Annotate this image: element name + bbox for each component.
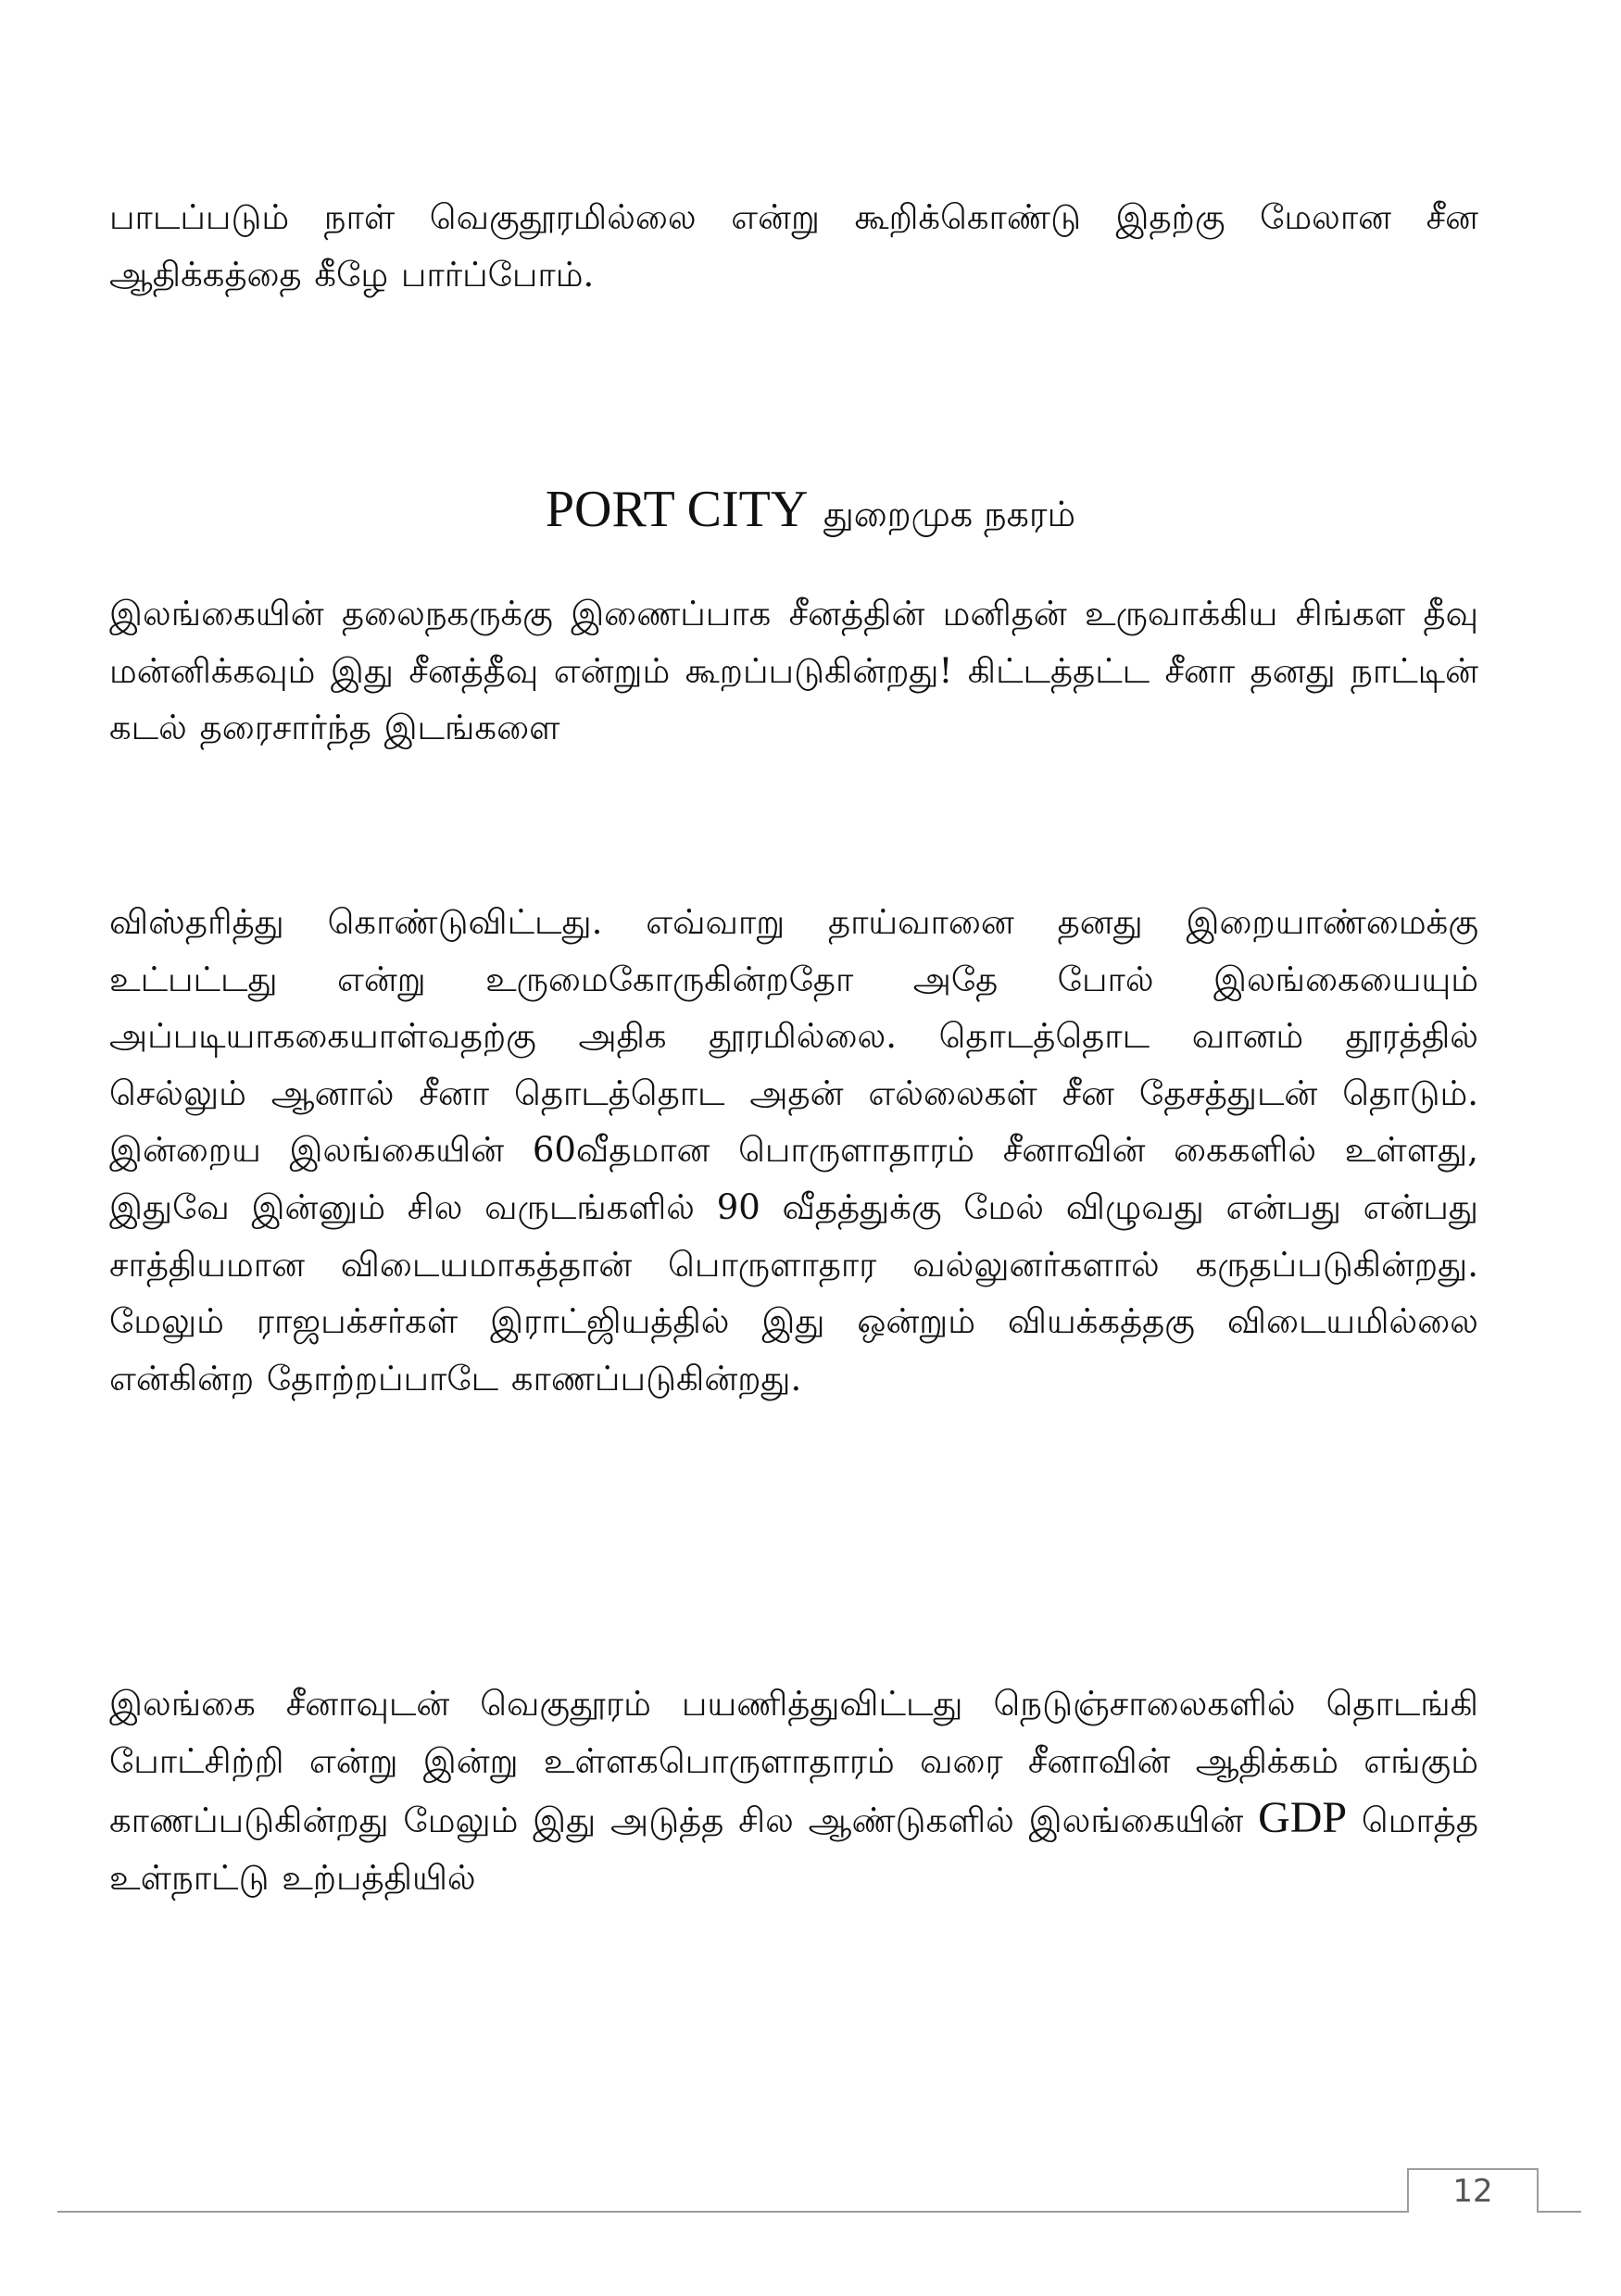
paragraph-port-city: இலங்கையின் தலைநகருக்கு இணைப்பாக சீனத்தின் மனிதன் உருவாக்கிய சிங்கள தீவு மன்னிக்கவும் இது சீனத்தீவு என்றும் கூறப்படுகின்றது! கிட்டத்தட்ட சீனா தனது நாட்டின் கடல் தரைசார்ந்த இடங்களை	[109, 594, 1478, 748]
footer-rule	[57, 2211, 1581, 2213]
page-number: 12	[1452, 2173, 1493, 2210]
paragraph-intro: பாடப்படும் நாள் வெகுதூரமில்லை என்று கூறிக்கொண்டு இதற்கு மேலான சீன ஆதிக்கத்தை கீழே பார்ப்போம்.	[109, 197, 1478, 295]
section-heading-latin: PORT CITY	[545, 481, 809, 538]
section-heading	[0, 477, 1621, 546]
paragraph-sovereignty: விஸ்தரித்து கொண்டுவிட்டது. எவ்வாறு தாய்வானை தனது இறையாண்மைக்கு உட்பட்டது என்று உருமைகோருகின்றதோ அதே போல் இலங்கையையும் அப்படியாககையாள்வதற்கு அதிக தூரமில்லை. தொடத்தொட வானம் தூரத்தில் செல்லும் ஆனால் சீனா தொடத்தொட அதன் எல்லைகள் சீன தேசத்துடன் தொடும். இன்றைய இலங்கையின் 60வீதமான பொருளாதாரம் சீனாவின் கைகளில் உள்ளது, இதுவே இன்னும் சில வருடங்களில் 90 வீதத்துக்கு மேல் விழுவது என்பது என்பது சாத்தியமான விடையமாகத்தான் பொருளாதார வல்லுனர்களால் கருதப்படுகின்றது. மேலும் ராஜபக்சர்கள் இராட்ஜியத்தில் இது ஒன்றும் வியக்கத்தகு விடையமில்லை என்கின்ற தோற்றப்பாடே காணப்படுகின்றது.	[109, 902, 1478, 1399]
section-heading-tamil: துறைமுக நகரம்	[823, 494, 1076, 534]
paragraph-economy	[109, 1675, 1478, 1906]
paragraph-economy-text-2: மொத்த உள்நாட்டு உற்பத்தியில்	[109, 1800, 1478, 1898]
paragraph-economy-text-1: இலங்கை சீனாவுடன் வெகுதூரம் பயணித்துவிட்டது நெடுஞ்சாலைகளில் தொடங்கி போட்சிற்றி என்று இன்று உள்ளகபொருளாதாரம் வரை சீனாவின் ஆதிக்கம் எங்கும் காணப்படுகின்றது மேலும் இது அடுத்த சில ஆண்டுகளில் இலங்கையின்	[109, 1684, 1478, 1841]
gdp-term: GDP	[1258, 1793, 1348, 1843]
